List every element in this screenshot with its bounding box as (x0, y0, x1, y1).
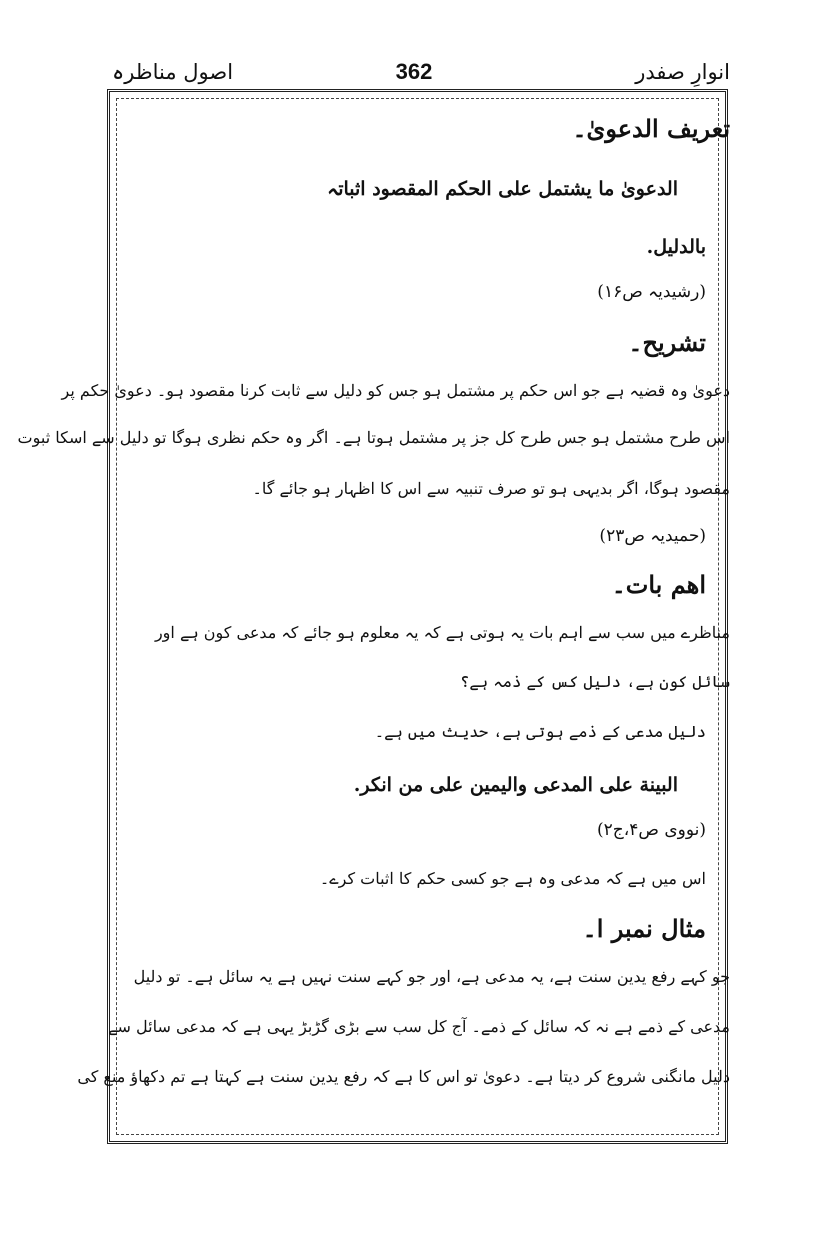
paragraph-1-line1: دعویٰ وہ قضیہ ہے جو اس حکم پر مشتمل ہو جس کو دلیل سے ثابت کرنا مقصود ہو۔ دعویٰ حکم پر (61, 381, 730, 400)
paragraph-1-line2: اس طرح مشتمل ہو جس طرح کل جز پر مشتمل ہوتا ہے۔ اگر وہ حکم نظری ہوگا تو دلیل سے اسکا ثبوت (17, 428, 730, 447)
paragraph-5-line3: دلیل مانگنی شروع کر دیتا ہے۔ دعویٰ تو اس کا ہے کہ رفع یدین سنت ہے کہتا ہے تم دکھاؤ منع کی (77, 1067, 730, 1086)
heading-important: اھم بات۔ (611, 570, 706, 599)
paragraph-1-line3: مقصود ہوگا، اگر بدیہی ہو تو صرف تنبیہ سے اس کا اظہار ہو جائے گا۔ (252, 479, 730, 498)
section-title: اصول مناظرہ (112, 60, 234, 84)
paragraph-4: اس میں ہے کہ مدعی وہ ہے جو کسی حکم کا اثبات کرے۔ (319, 869, 706, 888)
page-number: 362 (395, 59, 433, 84)
reference-nawawi: (نووی ص۴،ج۲) (596, 820, 706, 840)
reference-hamidiya: (حمیدیہ ص۲۳) (599, 526, 706, 546)
paragraph-2-line1: مناظرے میں سب سے اہم بات یہ ہوتی ہے کہ یہ معلوم ہو جائے کہ مدعی کون ہے اور (154, 623, 730, 642)
book-title: انوارِ صفدر (635, 60, 730, 84)
paragraph-5-line1: جو کہے رفع یدین سنت ہے، یہ مدعی ہے، اور جو کہے سنت نہیں ہے یہ سائل ہے۔ تو دلیل (133, 967, 730, 986)
paragraph-3: دلیل مدعی کے ذمے ہوتی ہے، حدیث میں ہے۔ (374, 722, 706, 741)
arabic-hadith: البینة علی المدعی والیمین علی من انکر. (353, 774, 678, 796)
arabic-definition-line2: بالدلیل. (646, 236, 706, 258)
arabic-definition-line1: الدعویٰ ما یشتمل علی الحکم المقصود اثباتہ (327, 178, 678, 200)
heading-explanation: تشریح۔ (628, 328, 706, 357)
reference-rashidiya: (رشیدیہ ص۱۶) (597, 282, 706, 302)
paragraph-5-line2: مدعی کے ذمے ہے نہ کہ سائل کے ذمے۔ آج کل سب سے بڑی گڑبڑ یہی ہے کہ مدعی سائل سے (108, 1017, 730, 1036)
heading-example-1: مثال نمبر ا۔ (582, 914, 706, 943)
paragraph-2-line2: سائل کون ہے، دلیل کس کے ذمہ ہے؟ (460, 672, 730, 691)
heading-definition: تعریف الدعویٰ۔ (572, 114, 730, 143)
